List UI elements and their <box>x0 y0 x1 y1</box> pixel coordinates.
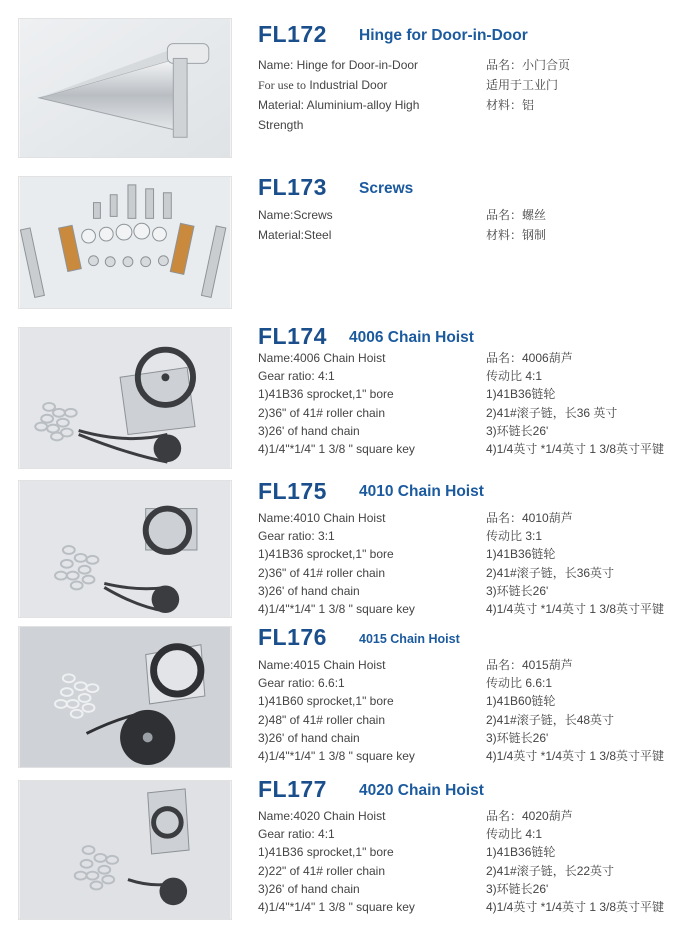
product-title: 4020 Chain Hoist <box>359 782 484 799</box>
spec-line: 4)1/4"*1/4" 1 3/8 " square key <box>258 900 415 915</box>
spec-line: Gear ratio: 6.6:1 <box>258 676 345 691</box>
spec-line-cn: 3)环链长26' <box>486 423 549 438</box>
spec-line-cn: 3)环链长26' <box>486 730 549 745</box>
spec-line-cn: 1)41B36链轮 <box>486 547 556 562</box>
chinese-spec <box>486 509 696 618</box>
product-title: 4015 Chain Hoist <box>359 632 460 646</box>
spec-line-cn: 品名：4020葫芦 <box>486 809 573 823</box>
spec-line: Gear ratio: 3:1 <box>258 529 335 544</box>
english-spec <box>258 509 473 618</box>
product-code: FL175 <box>258 478 327 504</box>
spec-line-cn: 品名：4015葫芦 <box>486 658 573 672</box>
product-fl172 <box>0 0 700 165</box>
english-spec <box>258 205 473 245</box>
product-code: FL177 <box>258 776 327 802</box>
spec-line: 4)1/4"*1/4" 1 3/8 " square key <box>258 442 415 457</box>
spec-line-cn: 品名：4006葫芦 <box>486 351 573 365</box>
product-fl174 <box>0 323 700 473</box>
spec-line: Name:4020 Chain Hoist <box>258 809 386 823</box>
spec-line: 2)36" of 41# roller chain <box>258 405 386 420</box>
spec-line: 1)41B36 sprocket,1" bore <box>258 845 394 860</box>
spec-line-cn: 4)1/4英寸 *1/4英寸 1 3/8英寸平键 <box>486 900 665 915</box>
spec-line-cn: 3)环链长26' <box>486 583 549 598</box>
chinese-spec <box>486 55 696 115</box>
screws-photo <box>18 176 232 309</box>
product-title: Screws <box>359 180 414 197</box>
product-fl173 <box>0 170 700 315</box>
english-spec <box>258 349 473 458</box>
spec-line: 1)41B36 sprocket,1" bore <box>258 387 394 402</box>
spec-line-cn: 品名：4010葫芦 <box>486 511 573 525</box>
spec-line: Name:4010 Chain Hoist <box>258 511 386 525</box>
spec-name: Name: Hinge for Door-in-Door <box>258 58 419 72</box>
spec-line-cn: 4)1/4英寸 *1/4英寸 1 3/8英寸平键 <box>486 602 665 617</box>
spec-line: Name:Screws <box>258 208 333 222</box>
hinge-photo <box>18 18 232 158</box>
spec-line-cn: 1)41B60链轮 <box>486 694 556 709</box>
spec-line-cn: 4)1/4英寸 *1/4英寸 1 3/8英寸平键 <box>486 442 665 457</box>
chinese-spec <box>486 349 696 458</box>
product-title: 4006 Chain Hoist <box>349 329 474 346</box>
spec-material-cn: 材料：铝 <box>486 98 535 112</box>
spec-line: 3)26' of hand chain <box>258 583 360 598</box>
spec-line-cn: 传动比 4:1 <box>486 827 543 842</box>
product-code: FL173 <box>258 174 327 200</box>
spec-line: Gear ratio: 4:1 <box>258 827 335 842</box>
spec-line: 2)36" of 41# roller chain <box>258 565 386 580</box>
english-spec <box>258 656 473 765</box>
spec-line: Name:4006 Chain Hoist <box>258 351 386 365</box>
chain-hoist-photo <box>18 327 232 469</box>
spec-line-cn: 1)41B36链轮 <box>486 845 556 860</box>
spec-use-rest: Industrial Door <box>306 78 388 92</box>
spec-line-cn: 传动比 3:1 <box>486 529 543 544</box>
spec-line: Gear ratio: 4:1 <box>258 369 335 384</box>
product-code: FL174 <box>258 323 327 349</box>
spec-line: 2)22" of 41# roller chain <box>258 863 386 878</box>
spec-line-cn: 传动比 6.6:1 <box>486 676 553 691</box>
spec-name-cn: 品名：小门合页 <box>486 58 571 72</box>
product-title: 4010 Chain Hoist <box>359 483 484 500</box>
spec-line: 2)48" of 41# roller chain <box>258 712 386 727</box>
spec-line: 3)26' of hand chain <box>258 730 360 745</box>
spec-material: Material: Aluminium-alloy High Strength <box>258 98 420 132</box>
product-fl177 <box>0 776 700 924</box>
spec-line-cn: 2)41#滚子链，长48英寸 <box>486 712 615 727</box>
spec-line: 3)26' of hand chain <box>258 881 360 896</box>
spec-line-cn: 2)41#滚子链，长36 英寸 <box>486 405 618 420</box>
spec-use <box>258 75 473 95</box>
spec-line-cn: 3)环链长26' <box>486 881 549 896</box>
chain-hoist-photo <box>18 626 232 768</box>
chinese-spec <box>486 807 696 916</box>
product-code: FL172 <box>258 21 327 47</box>
spec-use-cn: 适用于工业门 <box>486 78 559 92</box>
spec-line-cn: 材料：钢制 <box>486 228 547 242</box>
spec-line: 3)26' of hand chain <box>258 423 360 438</box>
spec-line-cn: 品名：螺丝 <box>486 208 547 222</box>
spec-line: Material:Steel <box>258 228 332 242</box>
spec-line: 4)1/4"*1/4" 1 3/8 " square key <box>258 602 415 617</box>
spec-line: 1)41B60 sprocket,1" bore <box>258 694 394 709</box>
chain-hoist-photo <box>18 480 232 618</box>
product-fl175 <box>0 478 700 620</box>
english-spec <box>258 55 473 135</box>
product-title: Hinge for Door-in-Door <box>359 27 528 44</box>
chinese-spec <box>486 205 696 245</box>
spec-line: Name:4015 Chain Hoist <box>258 658 386 672</box>
spec-use-prefix: For use to <box>258 78 306 92</box>
product-fl176 <box>0 624 700 772</box>
english-spec <box>258 807 473 916</box>
spec-line-cn: 传动比 4:1 <box>486 369 543 384</box>
chinese-spec <box>486 656 696 765</box>
spec-line-cn: 2)41#滚子链，长36英寸 <box>486 565 615 580</box>
chain-hoist-photo <box>18 780 232 920</box>
spec-line: 4)1/4"*1/4" 1 3/8 " square key <box>258 749 415 764</box>
spec-line-cn: 4)1/4英寸 *1/4英寸 1 3/8英寸平键 <box>486 749 665 764</box>
spec-line: 1)41B36 sprocket,1" bore <box>258 547 394 562</box>
product-code: FL176 <box>258 624 327 650</box>
spec-line-cn: 1)41B36链轮 <box>486 387 556 402</box>
spec-line-cn: 2)41#滚子链，长22英寸 <box>486 863 615 878</box>
